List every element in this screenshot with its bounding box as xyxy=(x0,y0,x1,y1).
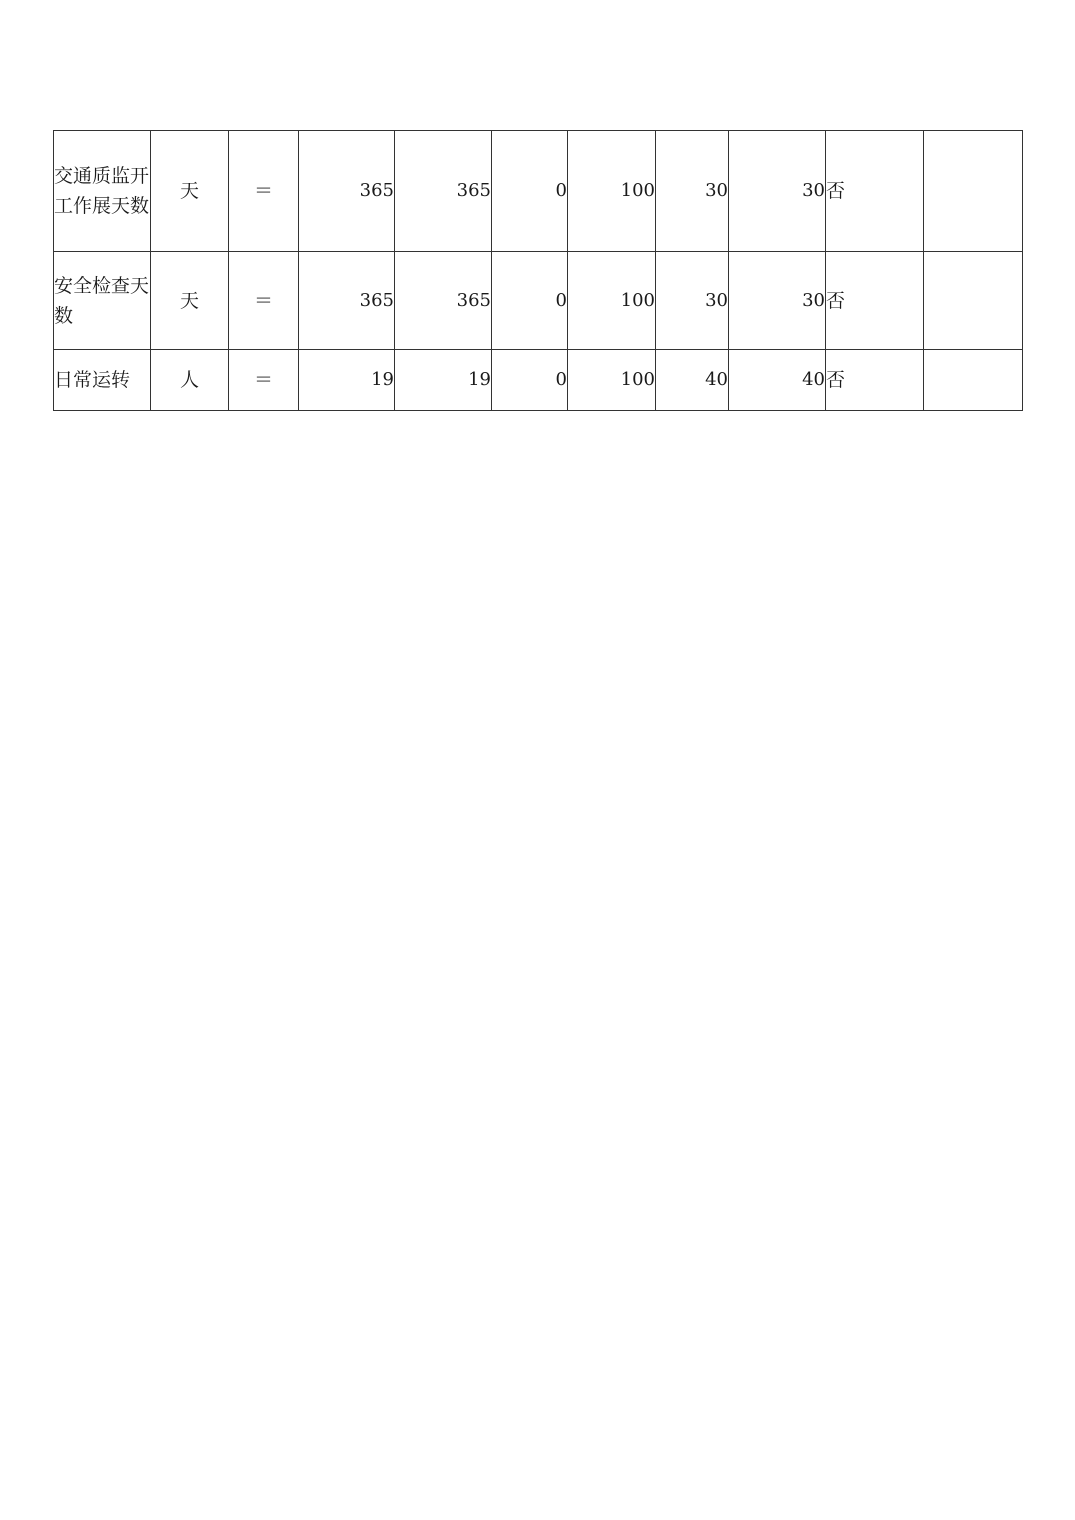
value-cell: 365 xyxy=(395,252,492,350)
note-cell xyxy=(924,350,1023,411)
value-cell: 30 xyxy=(729,252,826,350)
value-cell: 0 xyxy=(492,350,568,411)
value-cell: 30 xyxy=(656,131,729,252)
value-cell: 365 xyxy=(299,252,395,350)
table-row xyxy=(54,350,1023,411)
note-cell xyxy=(924,131,1023,252)
value-cell: 100 xyxy=(568,350,656,411)
value-cell: 30 xyxy=(729,131,826,252)
unit-cell: 天 xyxy=(151,252,229,350)
table-row xyxy=(54,131,1023,252)
value-cell: 100 xyxy=(568,131,656,252)
flag-cell: 否 xyxy=(826,350,924,411)
operator-cell: ＝ xyxy=(229,350,299,411)
value-cell: 365 xyxy=(299,131,395,252)
value-cell: 0 xyxy=(492,131,568,252)
unit-cell: 人 xyxy=(151,350,229,411)
value-cell: 0 xyxy=(492,252,568,350)
indicator-name: 交通质监开工作展天数 xyxy=(54,131,151,252)
value-cell: 19 xyxy=(299,350,395,411)
operator-cell: ＝ xyxy=(229,252,299,350)
flag-cell: 否 xyxy=(826,131,924,252)
value-cell: 30 xyxy=(656,252,729,350)
value-cell: 40 xyxy=(729,350,826,411)
flag-cell: 否 xyxy=(826,252,924,350)
table-row xyxy=(54,252,1023,350)
value-cell: 40 xyxy=(656,350,729,411)
value-cell: 365 xyxy=(395,131,492,252)
value-cell: 100 xyxy=(568,252,656,350)
unit-cell: 天 xyxy=(151,131,229,252)
indicator-name: 日常运转 xyxy=(54,350,151,411)
indicator-table xyxy=(53,130,1023,411)
value-cell: 19 xyxy=(395,350,492,411)
operator-cell: ＝ xyxy=(229,131,299,252)
indicator-name: 安全检查天数 xyxy=(54,252,151,350)
note-cell xyxy=(924,252,1023,350)
